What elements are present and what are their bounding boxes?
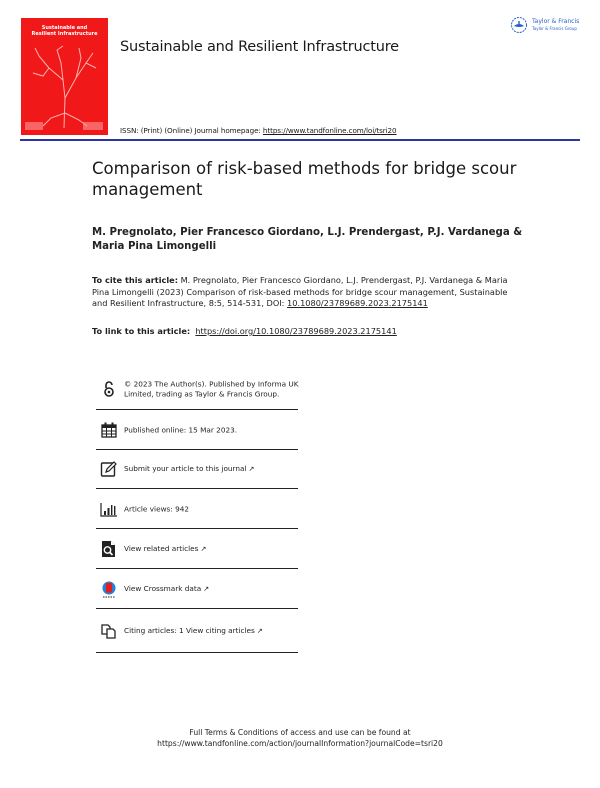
citing-articles-link[interactable]: Citing articles: 1 View citing articles ↗ [124, 625, 263, 635]
article-title: Comparison of risk-based methods for bridge scour management [92, 159, 517, 199]
info-row-crossmark[interactable] [96, 569, 298, 609]
license-text: © 2023 The Author(s). Published by Informa UK Limited, trading as Taylor & Francis Group. [124, 379, 299, 398]
info-row-submit[interactable] [96, 450, 298, 489]
terms-footer [0, 727, 600, 749]
citation-block [92, 275, 512, 310]
info-row-published [96, 410, 298, 450]
info-row-license [96, 369, 298, 410]
terms-url-link[interactable]: https://www.tandfonline.com/action/journalInformation?journalCode=tsri20 [157, 739, 443, 748]
article-views-text: Article views: 942 [124, 503, 190, 513]
external-link-icon: ↗ [200, 544, 207, 553]
citing-articles-icon [100, 622, 118, 640]
issn-line [120, 126, 396, 135]
journal-title: Sustainable and Resilient Infrastructure [120, 39, 399, 55]
calendar-icon [100, 421, 118, 439]
external-link-icon: ↗ [248, 464, 255, 473]
cite-doi-link[interactable]: 10.1080/23789689.2023.2175141 [287, 298, 428, 308]
article-authors: M. Pregnolato, Pier Francesco Giordano, L.J. Prendergast, P.J. Vardanega & Maria Pina Limongelli [92, 227, 523, 252]
crossmark-icon [100, 580, 118, 598]
published-date-text: Published online: 15 Mar 2023. [124, 424, 238, 434]
issn-label: ISSN: (Print) (Online) Journal homepage: [120, 126, 263, 135]
article-doi-link[interactable]: https://doi.org/10.1080/23789689.2023.2175141 [195, 326, 397, 336]
external-link-icon: ↗ [256, 626, 263, 635]
edit-icon [100, 460, 118, 478]
header-divider [20, 139, 580, 141]
taylor-francis-lamp-icon [510, 16, 528, 34]
journal-cover-image [21, 18, 108, 135]
submit-article-link[interactable]: Submit your article to this journal ↗ [124, 463, 255, 473]
publisher-logo [510, 15, 590, 37]
open-access-icon [100, 380, 118, 398]
article-info-box [96, 369, 298, 653]
publisher-group: Taylor & Francis Group [532, 26, 577, 31]
crossmark-link[interactable]: View Crossmark data ↗ [124, 583, 210, 593]
info-row-citing[interactable] [96, 609, 298, 653]
related-articles-link[interactable]: View related articles ↗ [124, 543, 207, 553]
external-link-icon: ↗ [203, 584, 210, 593]
publisher-name: Taylor & Francis [532, 18, 580, 25]
info-row-views [96, 489, 298, 529]
link-label: To link to this article: [92, 326, 191, 336]
cite-text: M. Pregnolato, Pier Francesco Giordano, L.J. Prendergast, P.J. Vardanega & Maria Pina Limongelli (2023) Comparison of risk-based methods for bridge scour management, Sustainable and Resilient Infrastructure, 8:5, 514-531, DOI: [92, 275, 508, 308]
search-document-icon [100, 540, 118, 558]
journal-homepage-link[interactable]: https://www.tandfonline.com/loi/tsri20 [262, 126, 397, 135]
terms-text: Full Terms & Conditions of access and use can be found at [189, 728, 411, 737]
cover-title: Sustainable and Resilient Infrastructure [31, 25, 98, 37]
info-row-related[interactable] [96, 529, 298, 569]
bar-chart-icon [100, 500, 118, 518]
article-link-block [92, 326, 512, 336]
cite-label: To cite this article: [92, 275, 178, 285]
